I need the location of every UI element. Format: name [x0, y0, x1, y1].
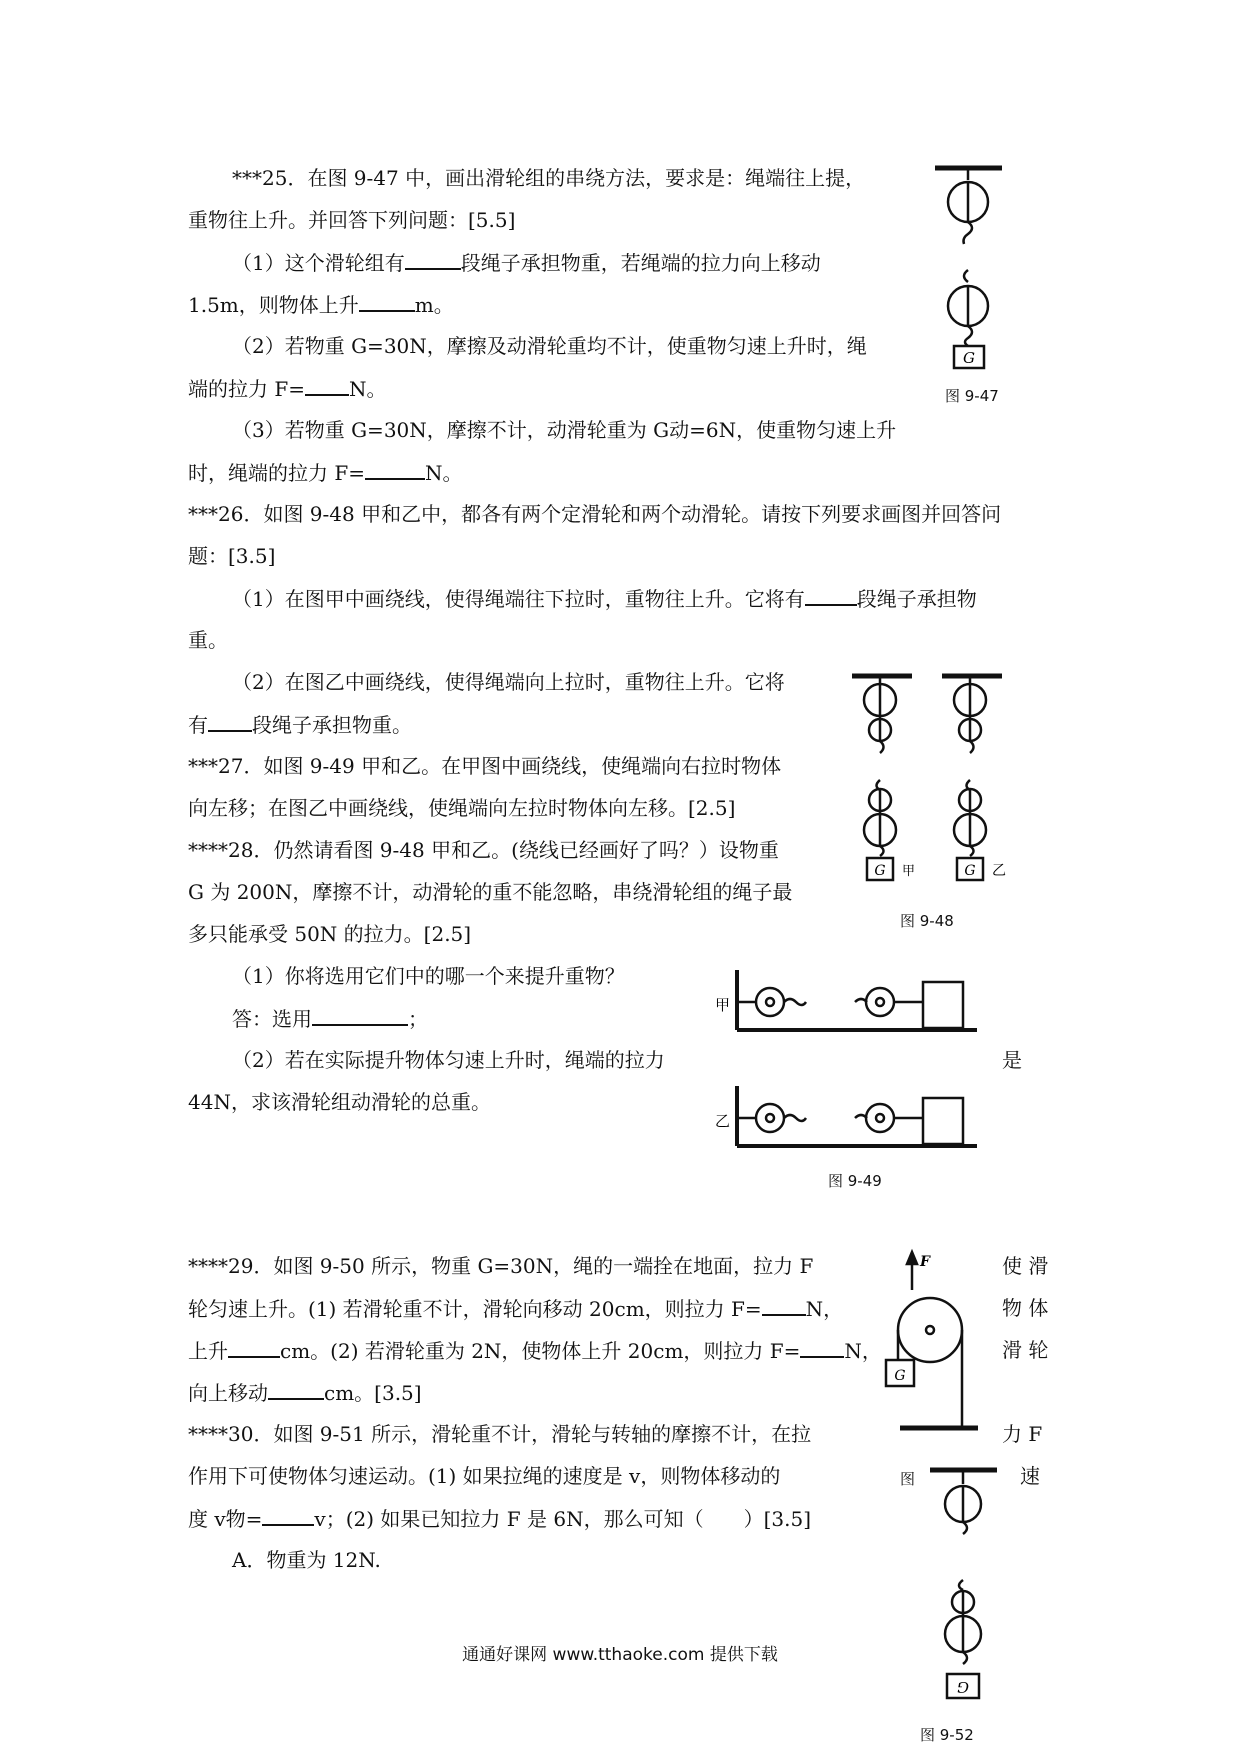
q25-part2: （2）若物重 G=30N，摩擦及动滑轮重均不计，使重物匀速上升时，绳 — [232, 334, 867, 358]
figure-9-47 — [930, 160, 1010, 370]
figure-9-49 — [715, 970, 985, 1150]
fig49-jia-label: 甲 — [715, 996, 731, 1014]
q25-line1: ***25．在图 9-47 中，画出滑轮组的串绕方法，要求是：绳端往上提， — [232, 166, 866, 190]
fig50-G-label: G — [894, 1368, 906, 1384]
q30-right-2: 速 — [1020, 1464, 1040, 1488]
footer-credit: 通通好课网 www.tthaoke.com 提供下载 — [462, 1645, 778, 1665]
fig48-jia-label: 甲 — [902, 864, 916, 879]
q26-line1: ***26．如图 9-48 甲和乙中，都各有两个定滑轮和两个动滑轮。请按下列要求画图并回答问 — [188, 502, 1002, 526]
fig47-G-label: G — [963, 349, 975, 367]
q25-blank-force1[interactable] — [305, 376, 349, 396]
q26-part2: （2）在图乙中画绕线，使得绳端向上拉时，重物往上升。它将 — [232, 670, 785, 694]
q28-answer-end: ； — [408, 1007, 428, 1031]
q26-blank-yi[interactable] — [208, 712, 252, 732]
q28-blank-choice[interactable] — [312, 1006, 408, 1026]
q30-blank-speed[interactable] — [262, 1506, 314, 1526]
q28-line1: ****28．仍然请看图 9-48 甲和乙。(绕线已经画好了吗？）设物重 — [188, 838, 779, 862]
q26-part1-cont: 重。 — [188, 628, 228, 652]
q28-line3: 多只能承受 50N 的拉力。[2.5] — [188, 922, 472, 946]
q29-line2 — [188, 1296, 843, 1321]
q25-part3-text-c: N。 — [425, 461, 463, 485]
q29-blank-force2[interactable] — [800, 1338, 844, 1358]
q29-right-2: 物 体 — [1002, 1296, 1049, 1320]
q30-line2: 作用下可使物体匀速运动。(1) 如果拉绳的速度是 v，则物体移动的 — [188, 1464, 781, 1488]
q30-fig-partial: 图 — [900, 1470, 916, 1488]
q25-part1-text-a: （1）这个滑轮组有 — [232, 251, 405, 275]
q30-line3-text-a: 度 v物= — [188, 1507, 263, 1531]
fig52-G-label: G — [957, 1678, 969, 1696]
q30-line3 — [188, 1506, 811, 1531]
caption-9-49: 图 9-49 — [828, 1172, 882, 1190]
q29-blank-move[interactable] — [268, 1380, 324, 1400]
fig48-G-label-right: G — [964, 863, 976, 879]
q28-answer-label: 答：选用 — [232, 1007, 312, 1031]
q25-part3: （3）若物重 G=30N，摩擦不计，动滑轮重为 G动=6N，使重物匀速上升 — [232, 418, 897, 442]
fig48-G-label-left: G — [874, 863, 886, 879]
caption-9-48: 图 9-48 — [900, 912, 954, 930]
q25-part2-text-b: 端的拉力 F= — [188, 377, 305, 401]
q26-part2-cont — [188, 712, 412, 737]
q25-part1-text-c: 1.5m，则物体上升 — [188, 293, 359, 317]
fig50-F-label: F — [920, 1254, 930, 1270]
q25-part3-cont — [188, 460, 463, 485]
q29-line3-text-b: cm。(2) 若滑轮重为 2N，使物体上升 20cm，则拉力 F= — [280, 1339, 801, 1363]
q30-line3-text-b: v；(2) 如果已知拉力 F 是 6N，那么可知（ ）[3.5] — [314, 1507, 811, 1531]
q29-line3-text-c: N， — [844, 1339, 882, 1363]
q29-right-3: 滑 轮 — [1002, 1338, 1049, 1362]
q30-right-1: 力 F — [1002, 1422, 1043, 1446]
q29-line1: ****29．如图 9-50 所示，物重 G=30N，绳的一端拴在地面，拉力 F — [188, 1254, 814, 1278]
q25-part2-text-c: N。 — [349, 377, 387, 401]
q26-part2-text-b: 有 — [188, 713, 208, 737]
q30-line1: ****30．如图 9-51 所示，滑轮重不计，滑轮与转轴的摩擦不计，在拉 — [188, 1422, 812, 1446]
q25-part2-cont — [188, 376, 387, 401]
q29-line2-text-b: N， — [805, 1297, 844, 1321]
fig49-yi-label: 乙 — [715, 1112, 731, 1130]
q25-part3-text-b: 时，绳端的拉力 F= — [188, 461, 365, 485]
q28-part1: （1）你将选用它们中的哪一个来提升重物？ — [232, 964, 625, 988]
q28-answer — [232, 1006, 428, 1031]
q25-line2: 重物往上升。并回答下列问题：[5.5] — [188, 208, 516, 232]
q25-part1-text-b: 段绳子承担物重，若绳端的拉力向上移动 — [460, 251, 821, 275]
q26-part1-text-a: （1）在图甲中画绕线，使得绳端往下拉时，重物往上升。它将有 — [232, 587, 805, 611]
q29-line3 — [188, 1338, 882, 1363]
q26-part2-text-c: 段绳子承担物重。 — [252, 713, 412, 737]
q28-part2-right: 是 — [1002, 1048, 1022, 1072]
fig48-yi-label: 乙 — [992, 863, 1006, 879]
q28-line2: G 为 200N，摩擦不计，动滑轮的重不能忽略，串绕滑轮组的绳子最 — [188, 880, 793, 904]
q29-blank-rise[interactable] — [228, 1338, 280, 1358]
figure-9-52 — [925, 1462, 1005, 1702]
q29-right-1: 使 滑 — [1002, 1254, 1049, 1278]
q28-part2-cont: 44N，求该滑轮组动滑轮的总重。 — [188, 1090, 491, 1114]
q29-blank-force1[interactable] — [762, 1296, 806, 1316]
q26-part1 — [232, 586, 977, 611]
q25-blank-segments[interactable] — [405, 250, 461, 270]
caption-9-52: 图 9-52 — [920, 1726, 974, 1744]
q25-blank-force2[interactable] — [365, 460, 425, 480]
q27-line2: 向左移；在图乙中画绕线，使绳端向左拉时物体向左移。[2.5] — [188, 796, 736, 820]
q29-line4-text-b: cm。[3.5] — [324, 1381, 422, 1405]
q25-part1 — [232, 250, 821, 275]
q29-line4 — [188, 1380, 422, 1405]
q25-part1-text-d: m。 — [414, 293, 454, 317]
q25-blank-rise[interactable] — [359, 292, 415, 312]
figure-9-50 — [860, 1250, 980, 1430]
q29-line3-text-a: 上升 — [188, 1339, 228, 1363]
q26-line2: 题：[3.5] — [188, 544, 276, 568]
caption-9-47: 图 9-47 — [945, 387, 999, 405]
q30-option-a: A．物重为 12N. — [232, 1548, 381, 1572]
q25-part1-cont — [188, 292, 454, 317]
q26-blank-jia[interactable] — [805, 586, 857, 606]
q27-line1: ***27．如图 9-49 甲和乙。在甲图中画绕线，使绳端向右拉时物体 — [188, 754, 782, 778]
q29-line4-text-a: 向上移动 — [188, 1381, 268, 1405]
q29-line2-text-a: 轮匀速上升。(1) 若滑轮重不计，滑轮向移动 20cm，则拉力 F= — [188, 1297, 762, 1321]
figure-9-48 — [850, 668, 1020, 898]
q26-part1-text-b: 段绳子承担物 — [856, 587, 977, 611]
q28-part2: （2）若在实际提升物体匀速上升时，绳端的拉力 — [232, 1048, 665, 1072]
